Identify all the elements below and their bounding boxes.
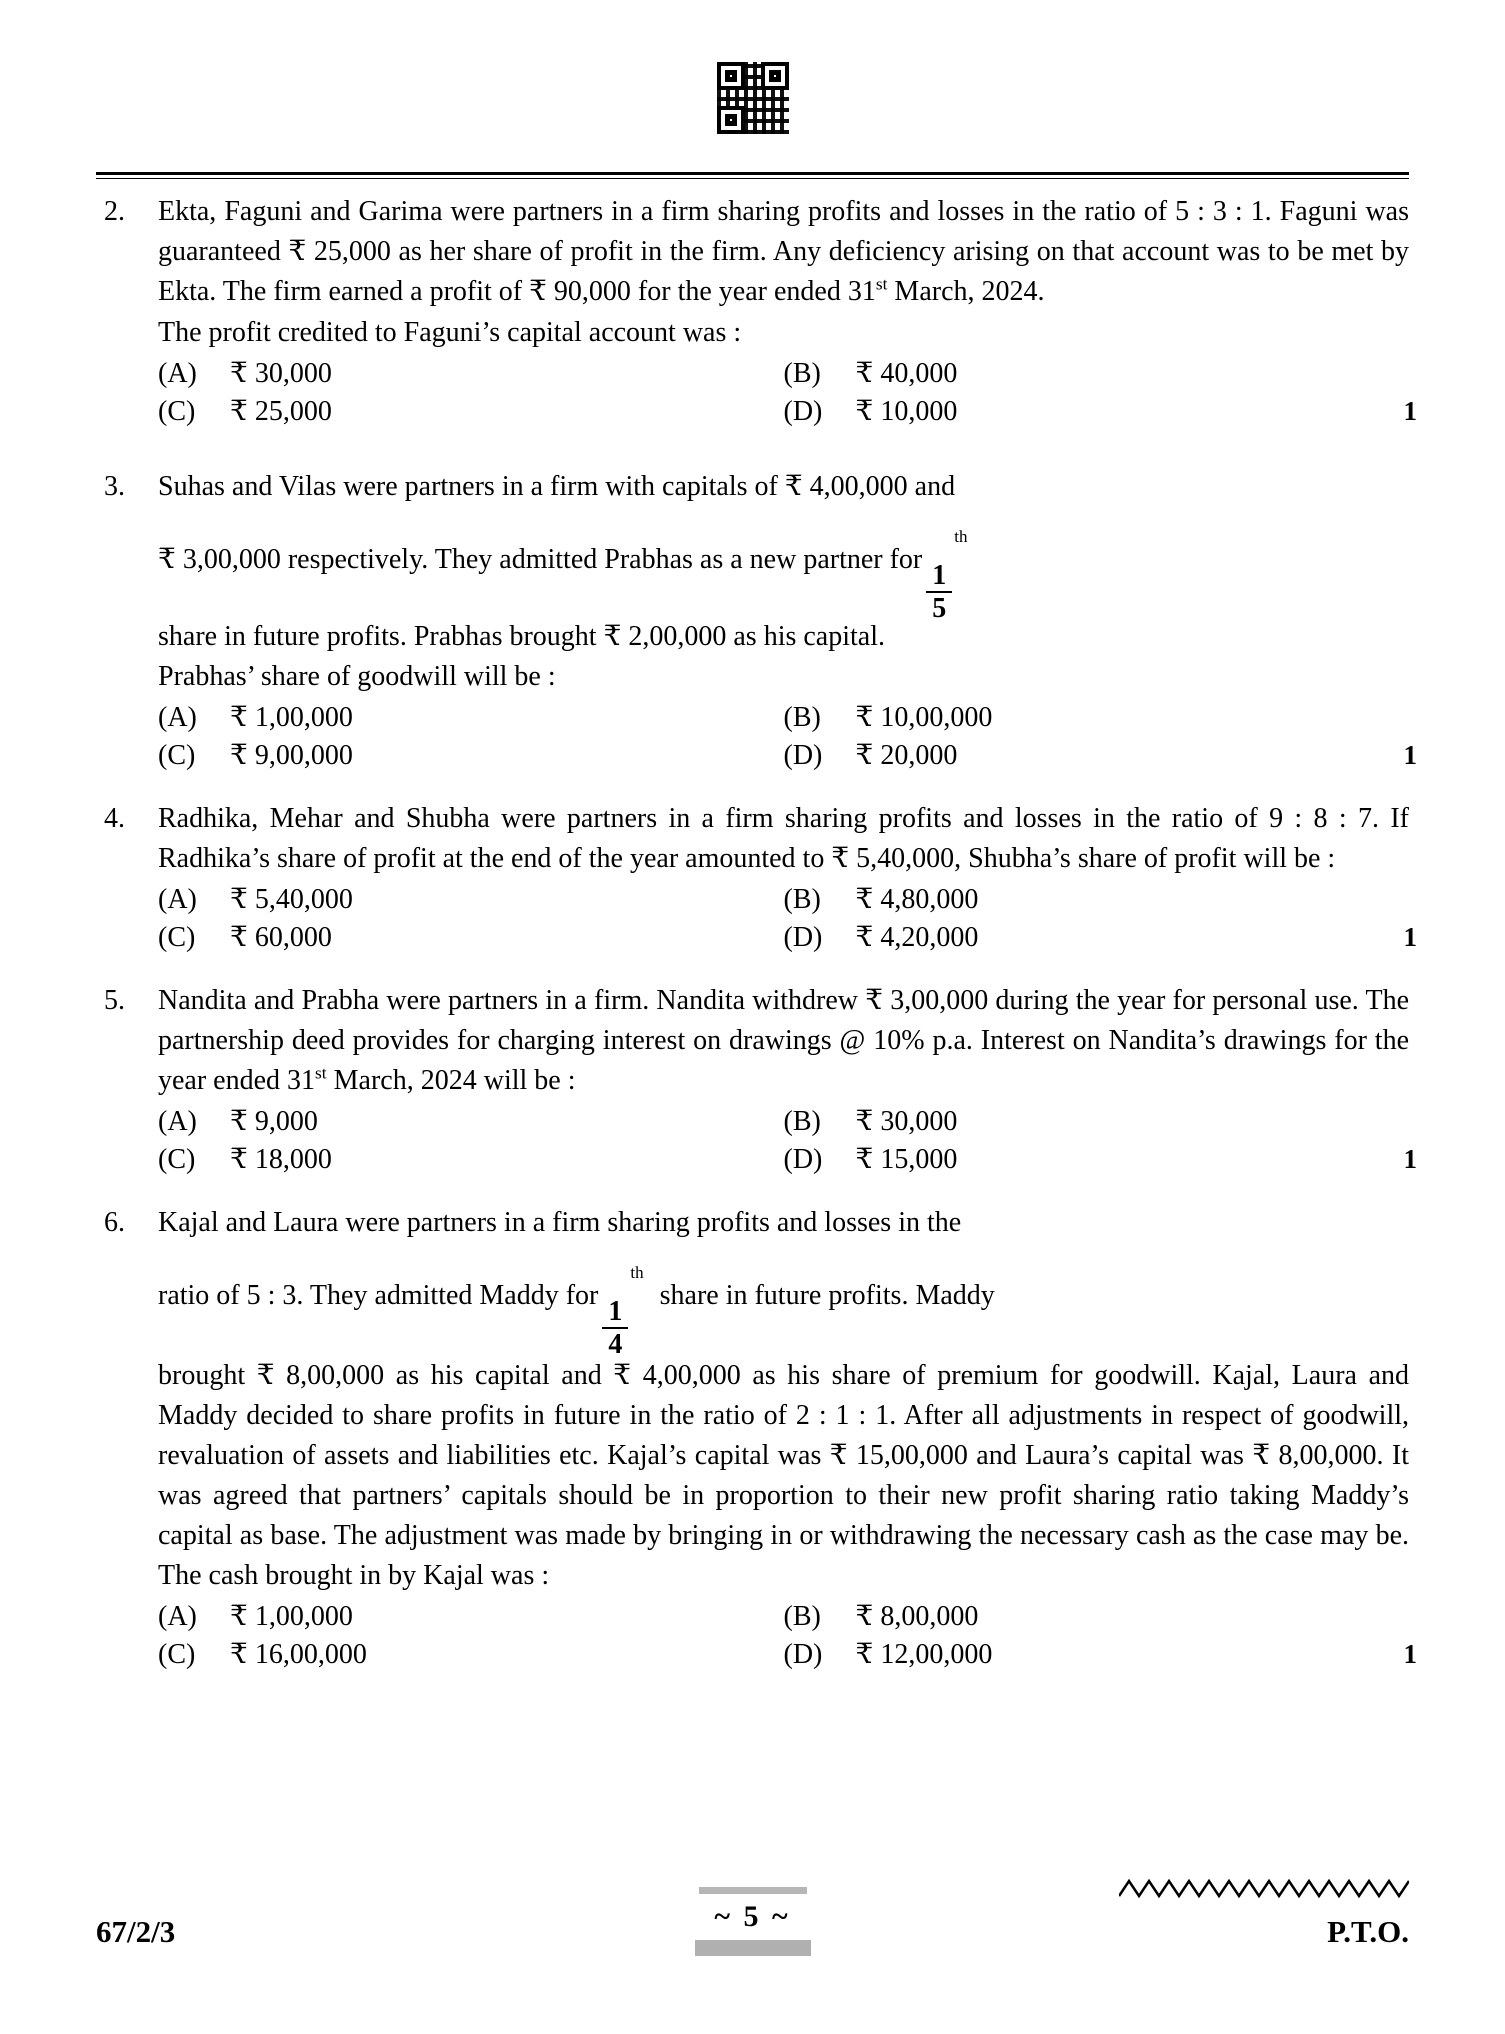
- option-key: (A): [158, 358, 197, 389]
- option-value: ₹ 60,000: [230, 922, 332, 954]
- option-a[interactable]: [158, 1598, 784, 1636]
- options-row: [158, 699, 1409, 737]
- fraction-suffix: th: [630, 1263, 644, 1283]
- option-key: (A): [158, 884, 197, 916]
- marks-label: 1: [1403, 1638, 1417, 1669]
- option-c[interactable]: [158, 1141, 784, 1179]
- options-row: [158, 737, 1409, 775]
- option-value: ₹ 20,000: [855, 740, 958, 772]
- option-key: (A): [158, 702, 197, 734]
- options-row: [158, 1103, 1409, 1141]
- pto-label: P.T.O.: [1327, 1914, 1409, 1949]
- options-list: [158, 355, 1409, 431]
- question-text-line2: [158, 1243, 1409, 1359]
- option-value: ₹ 10,00,000: [855, 702, 993, 734]
- option-value: ₹ 16,00,000: [230, 1638, 367, 1670]
- question-text-segment-2: share in future profits. Maddy: [659, 1280, 995, 1312]
- page-number-container: [693, 1887, 813, 1956]
- option-a[interactable]: [158, 355, 784, 393]
- options-row: [158, 1598, 1409, 1636]
- question-prompt: Prabhas’ share of goodwill will be :: [158, 661, 556, 693]
- option-d[interactable]: [784, 919, 1410, 957]
- option-key: (C): [158, 740, 196, 772]
- question-number: 4.: [104, 803, 125, 835]
- option-key: (D): [783, 396, 823, 427]
- fraction-numerator: 1: [926, 561, 952, 593]
- question-text: Radhika, Mehar and Shubha were partners in a firm sharing profits and losses in the ratio of 9 : 8 : 7. If Radhika’s share of profit at the end of the year amounted to ₹ 5,40,000, Shubha’s share of profit will be :: [158, 803, 1409, 875]
- question-block: [96, 799, 1417, 957]
- option-value: ₹ 8,00,000: [855, 1600, 979, 1632]
- marks-label: 1: [1403, 396, 1417, 426]
- question-text-line2: [158, 507, 1409, 623]
- question-prompt: The profit credited to Faguni’s capital account was :: [158, 317, 742, 348]
- qr-code-icon: [717, 62, 789, 134]
- option-value: ₹ 10,000: [855, 396, 958, 427]
- qr-code-container: [0, 62, 1505, 134]
- question-text-line1: Kajal and Laura were partners in a firm sharing profits and losses in the: [158, 1207, 962, 1239]
- option-c[interactable]: [158, 737, 784, 775]
- option-d[interactable]: [784, 393, 1410, 431]
- option-key: (B): [783, 1106, 821, 1138]
- option-key: (D): [783, 922, 823, 954]
- option-value: ₹ 30,000: [230, 358, 332, 389]
- options-list: [158, 1103, 1409, 1179]
- question-text-line3: brought ₹ 8,00,000 as his capital and ₹ 4,00,000 as his share of premium for goodwill. Kajal, Laura and Maddy decided to share profits in future in the ratio of 2 : 1 : 1. After all adjustments in respect of goodwill, revaluation of assets and liabilities etc. Kajal’s capital was ₹ 15,00,000 and Laura’s capital was ₹ 8,00,000. It was agreed that partners’ capitals should be in proportion to their new profit sharing ratio taking Maddy’s capital as base. The adjustment was made by bringing in or withdrawing the necessary cash as the case may be. The cash brought in by Kajal was :: [158, 1359, 1409, 1591]
- option-key: (D): [783, 740, 823, 772]
- question-number: 6.: [104, 1207, 125, 1239]
- option-value: ₹ 4,80,000: [855, 884, 979, 916]
- option-key: (B): [783, 358, 821, 389]
- question-text-segment: ₹ 3,00,000 respectively. They admitted Prabhas as a new partner for: [158, 544, 923, 576]
- option-value: ₹ 25,000: [230, 396, 332, 427]
- option-key: (B): [783, 884, 821, 916]
- question-text-line1: Suhas and Vilas were partners in a firm with capitals of ₹ 4,00,000 and: [158, 471, 956, 502]
- fraction-one-fourth: [598, 1243, 645, 1359]
- option-key: (A): [158, 1600, 197, 1632]
- fraction-numerator: 1: [602, 1297, 628, 1329]
- option-key: (B): [783, 702, 821, 734]
- option-b[interactable]: [784, 881, 1410, 919]
- option-c[interactable]: [158, 919, 784, 957]
- question-text-segment: ratio of 5 : 3. They admitted Maddy for: [158, 1280, 599, 1312]
- options-row: [158, 919, 1409, 957]
- option-value: ₹ 40,000: [855, 358, 958, 389]
- page-marker-bar-bottom: [695, 1940, 811, 1956]
- option-value: ₹ 1,00,000: [230, 702, 353, 734]
- option-key: (C): [158, 922, 196, 954]
- option-c[interactable]: [158, 1636, 784, 1674]
- question-number: 2.: [104, 196, 125, 227]
- options-list: [158, 1598, 1409, 1674]
- question-block: [96, 467, 1417, 775]
- options-row: [158, 1636, 1409, 1674]
- zigzag-decoration-icon: [1119, 1878, 1409, 1900]
- option-value: ₹ 12,00,000: [855, 1638, 993, 1670]
- option-value: ₹ 18,000: [230, 1144, 332, 1176]
- page-footer: [96, 1866, 1409, 1956]
- question-number: 3.: [104, 471, 125, 502]
- marks-label: 1: [1403, 740, 1417, 771]
- question-text: Ekta, Faguni and Garima were partners in a firm sharing profits and losses in the ratio of 5 : 3 : 1. Faguni was guaranteed ₹ 25,000 as her share of profit in the firm. Any deficiency arising on that account was to be met by Ekta. The firm earned a profit of ₹ 90,000 for the year ended 31st March, 2024.: [158, 196, 1409, 307]
- option-key: (A): [158, 1106, 197, 1138]
- options-row: [158, 881, 1409, 919]
- question-block: [96, 1203, 1417, 1673]
- option-d[interactable]: [784, 1141, 1410, 1179]
- question-number: 5.: [104, 985, 125, 1017]
- option-value: ₹ 9,000: [230, 1106, 318, 1138]
- option-d[interactable]: [784, 737, 1410, 775]
- option-value: ₹ 5,40,000: [230, 884, 353, 916]
- option-key: (C): [158, 396, 196, 427]
- option-d[interactable]: [784, 1636, 1410, 1674]
- marks-label: 1: [1403, 922, 1417, 953]
- option-b[interactable]: [784, 1103, 1410, 1141]
- fraction-denominator: 5: [932, 592, 947, 624]
- option-a[interactable]: [158, 699, 784, 737]
- options-row: [158, 355, 1409, 393]
- option-value: ₹ 4,20,000: [855, 922, 979, 954]
- option-key: (C): [158, 1144, 196, 1176]
- option-c[interactable]: [158, 393, 784, 431]
- question-block: [96, 192, 1417, 431]
- question-block: [96, 981, 1417, 1179]
- fraction-suffix: th: [954, 527, 968, 546]
- option-value: ₹ 15,000: [855, 1144, 958, 1176]
- page-number: ~ 5 ~: [714, 1900, 791, 1933]
- paper-code: 67/2/3: [96, 1914, 176, 1949]
- option-key: (D): [783, 1638, 823, 1670]
- marks-label: 1: [1403, 1144, 1417, 1175]
- fraction-one-fifth: [922, 507, 969, 623]
- option-a[interactable]: [158, 881, 784, 919]
- option-key: (D): [783, 1144, 823, 1176]
- header-divider-rule: [96, 172, 1409, 179]
- options-list: [158, 699, 1409, 775]
- page-marker-bar-top: [699, 1887, 807, 1894]
- options-row: [158, 393, 1409, 431]
- question-text-line3: share in future profits. Prabhas brought ₹ 2,00,000 as his capital.: [158, 621, 886, 653]
- option-b[interactable]: [784, 1598, 1410, 1636]
- question-text: Nandita and Prabha were partners in a firm. Nandita withdrew ₹ 3,00,000 during the year for personal use. The partnership deed provides for charging interest on drawings @ 10% p.a. Interest on Nandita’s drawings for the year ended 31st March, 2024 will be :: [158, 985, 1409, 1097]
- questions-container: [96, 190, 1417, 1674]
- option-value: ₹ 9,00,000: [230, 740, 353, 772]
- fraction-denominator: 4: [608, 1329, 623, 1361]
- option-key: (C): [158, 1638, 196, 1670]
- options-row: [158, 1141, 1409, 1179]
- option-b[interactable]: [784, 699, 1410, 737]
- option-value: ₹ 1,00,000: [230, 1600, 353, 1632]
- options-list: [158, 881, 1409, 957]
- option-key: (B): [783, 1600, 821, 1632]
- option-a[interactable]: [158, 1103, 784, 1141]
- option-value: ₹ 30,000: [855, 1106, 958, 1138]
- option-b[interactable]: [784, 355, 1410, 393]
